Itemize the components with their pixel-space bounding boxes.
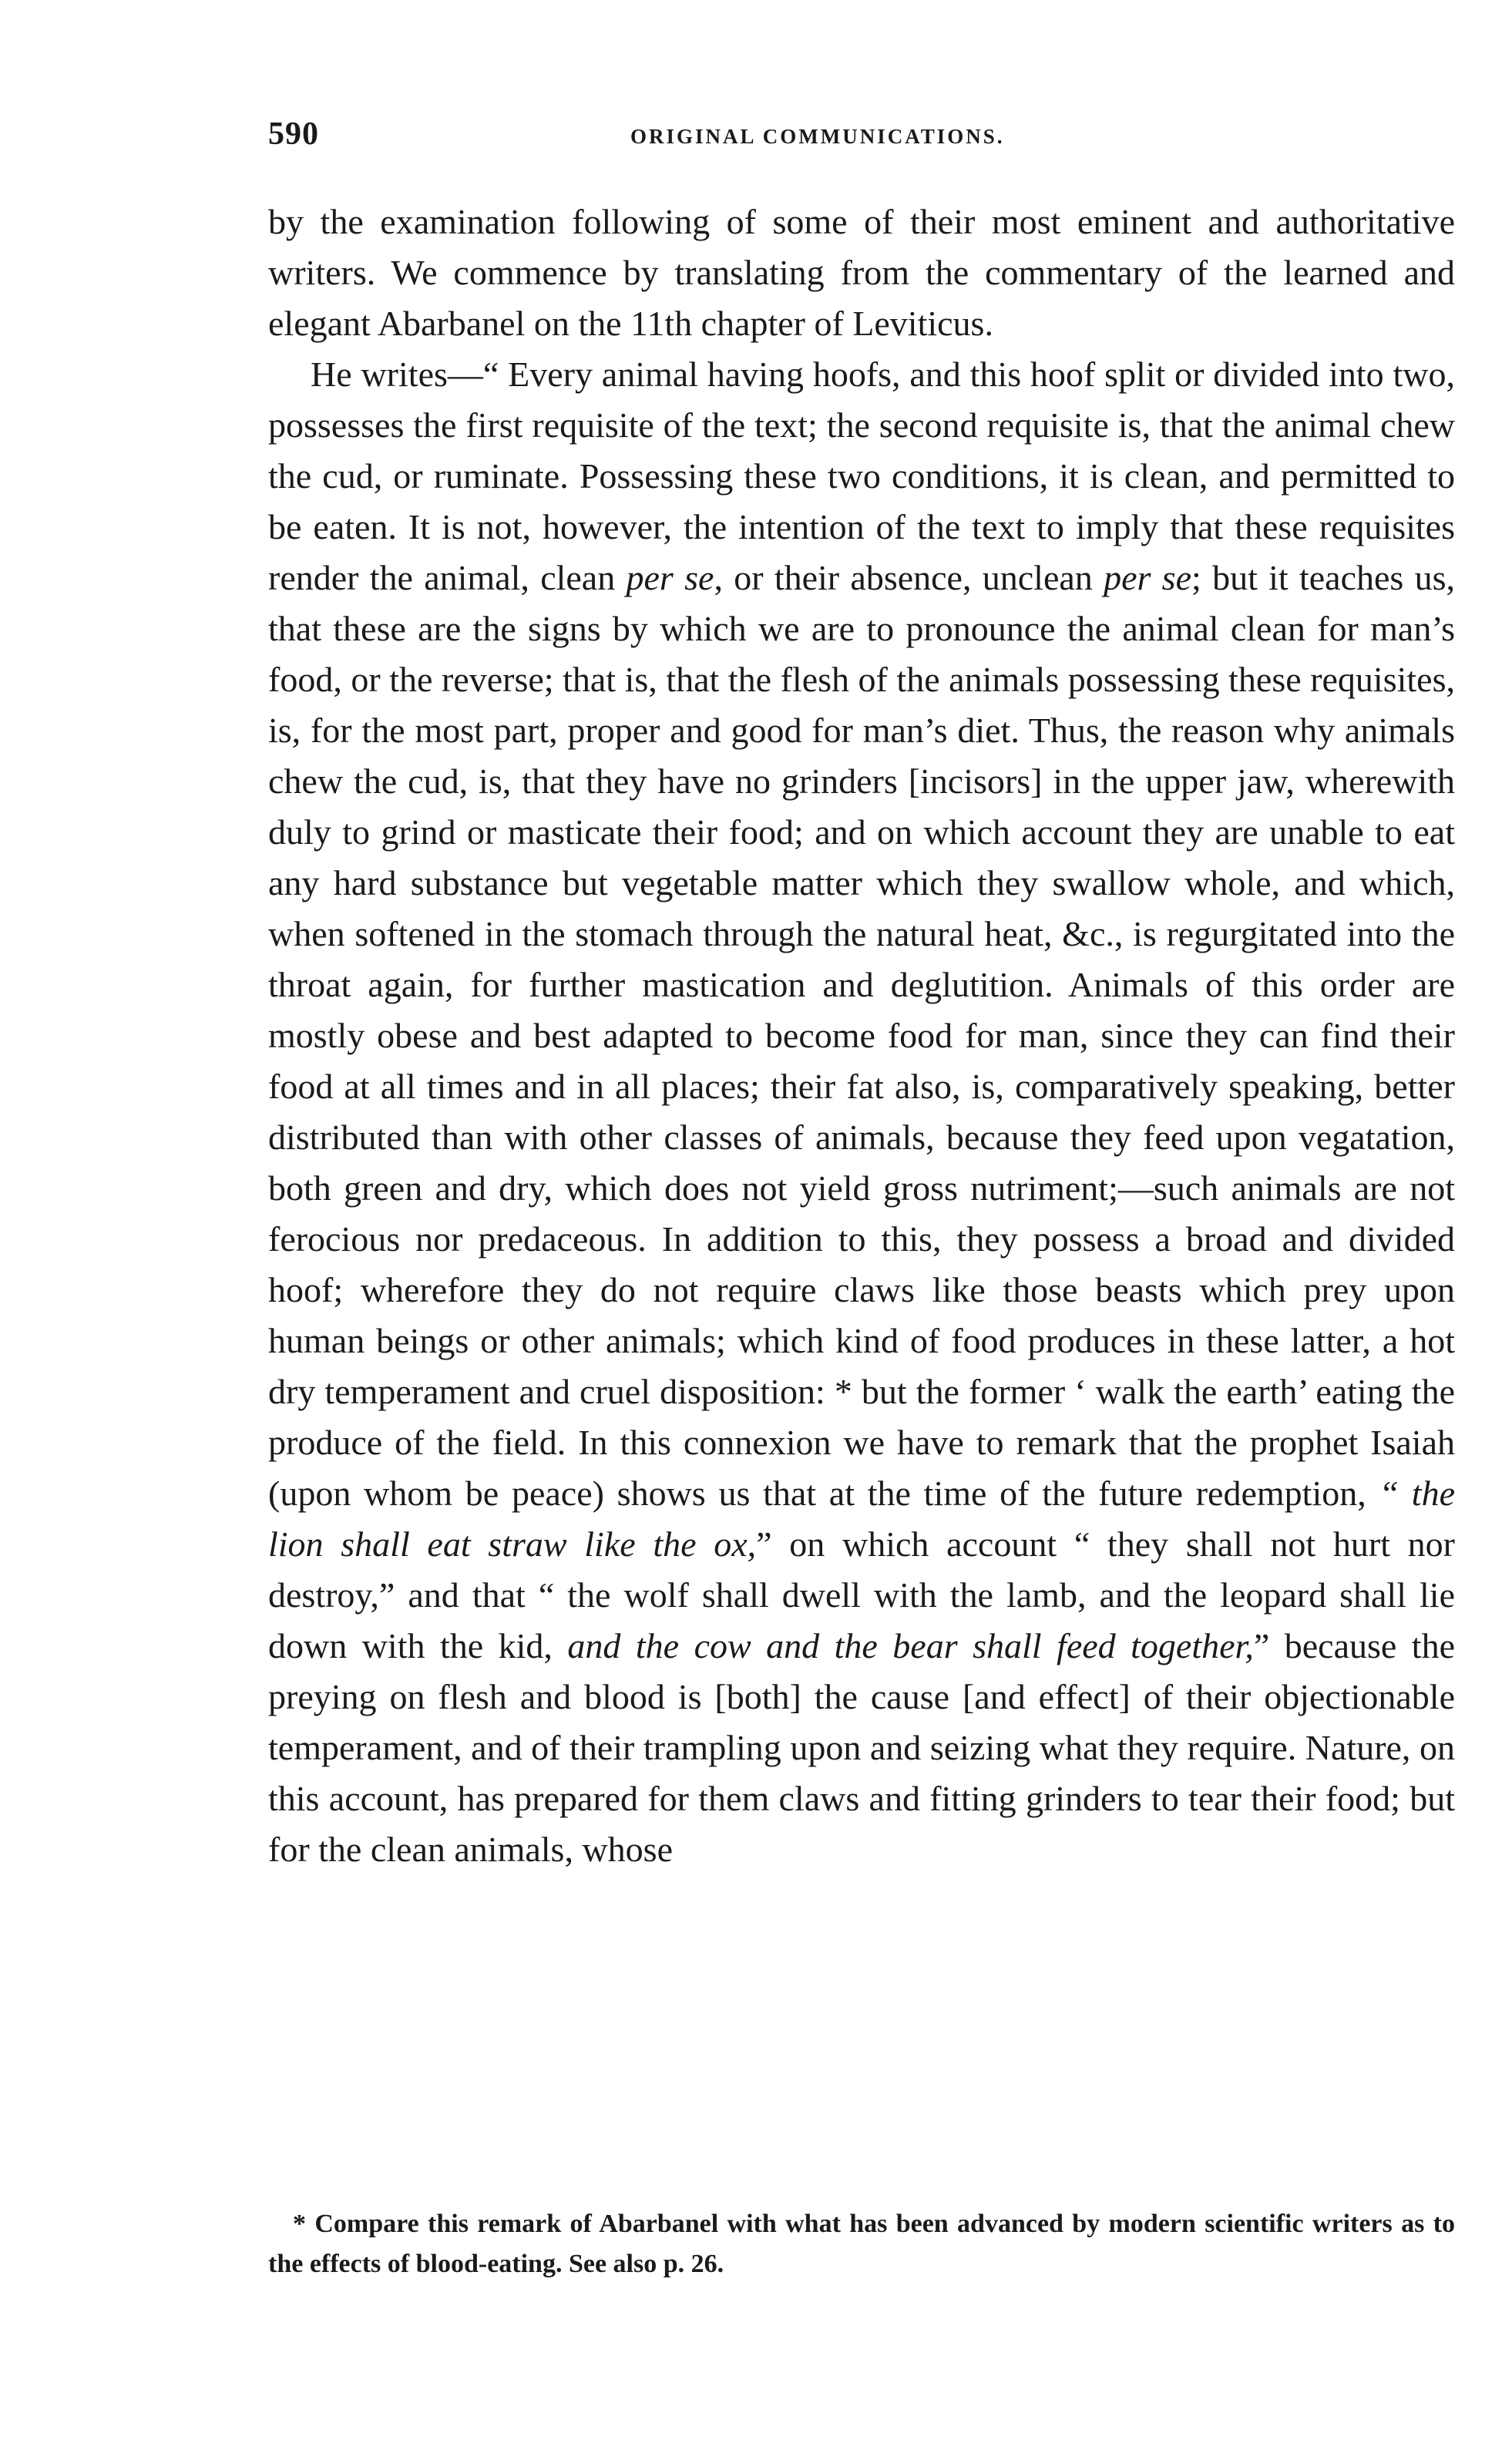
paragraph-2-seg-2: , or their absence, unclean [714,558,1104,597]
paragraph-2-seg-3: ; but it teaches us, that these are the signs by which we are to pronounce the animal clean for man’s food, or the reverse; that is, that the flesh of the animals possessing these requisites, is, for the most part, proper and good for man’s diet. Thus, the reason why animals chew the cud, is, that they have no grinders [incisors] in the upper jaw, wherewith duly to grind or masticate their food; and on which account they are unable to eat any hard substance but vegetable matter which they swallow whole, and which, when softened in the stomach through the natural heat, &c., is regurgitated into the throat again, for further mastication and deglutition. Animals of this order are mostly obese and best adapted to become food for man, since they can find their food at all times and in all places; their fat also, is, comparatively speaking, better distributed than with other classes of animals, because they feed upon vegatation, both green and dry, which does not yield gross nutriment;—such animals are not ferocious nor predaceous. In addition to this, they possess a broad and divided hoof; wherefore they do not require claws like those beasts which prey upon human beings or other animals; which kind of food produces in these latter, a hot dry temperament and cruel disposition: * but the former ‘ walk the earth’ eating the produce of the field. In this connexion we have to remark that the prophet Isaiah (upon whom be peace) shows us that at the time of the future redemption, [268,558,1456,1513]
footnote-text: * Compare this remark of Abarbanel with what has been advanced by modern scientific writers as to the effects of blood-eating. See also p. 26. [268,2210,1455,2278]
paragraph-1: by the examination following of some of their most eminent and authoritative writers. We commence by translating from the commentary of the learned and elegant Abarbanel on the 11th chapter of Leviticus. [268,202,1455,343]
footnote [268,2204,1455,2284]
running-head: ORIGINAL COMMUNICATIONS. [630,125,1005,148]
paragraph-2-italic-4: and the cow and the bear shall feed together, [567,1626,1254,1665]
paragraph-2-italic-3: “ the lion shall eat straw like the ox, [268,1474,1456,1564]
paragraph-2-italic-2: per se [1104,558,1191,597]
paragraph-2-italic-1: per se [626,558,714,597]
paragraph-2 [268,349,1455,1875]
paragraph-2-seg-5: ” because the preying on flesh and blood is [both] the cause [and effect] of their objectionable temperament, and of their trampling upon and seizing what they require. Nature, on this account, has prepared for them claws and fitting grinders to tear their food; but for the clean animals, whose [268,1626,1455,1869]
body-text [268,197,1455,1875]
page-number: 590 [268,116,319,152]
paragraph-2-seg-4: ” on which account “ they shall not hurt nor destroy,” and that “ the wolf shall dwell with the lamb, and the leopard shall lie down with the kid, [268,1524,1455,1665]
paragraph-2-seg-1: He writes—“ Every animal having hoofs, and this hoof split or divided into two, possesses the first requisite of the text; the second requisite is, that the animal chew the cud, or ruminate. Possessing these two conditions, it is clean, and permitted to be eaten. It is not, however, the intention of the text to imply that these requisites render the animal, clean [268,355,1455,597]
page-header [268,116,1124,162]
